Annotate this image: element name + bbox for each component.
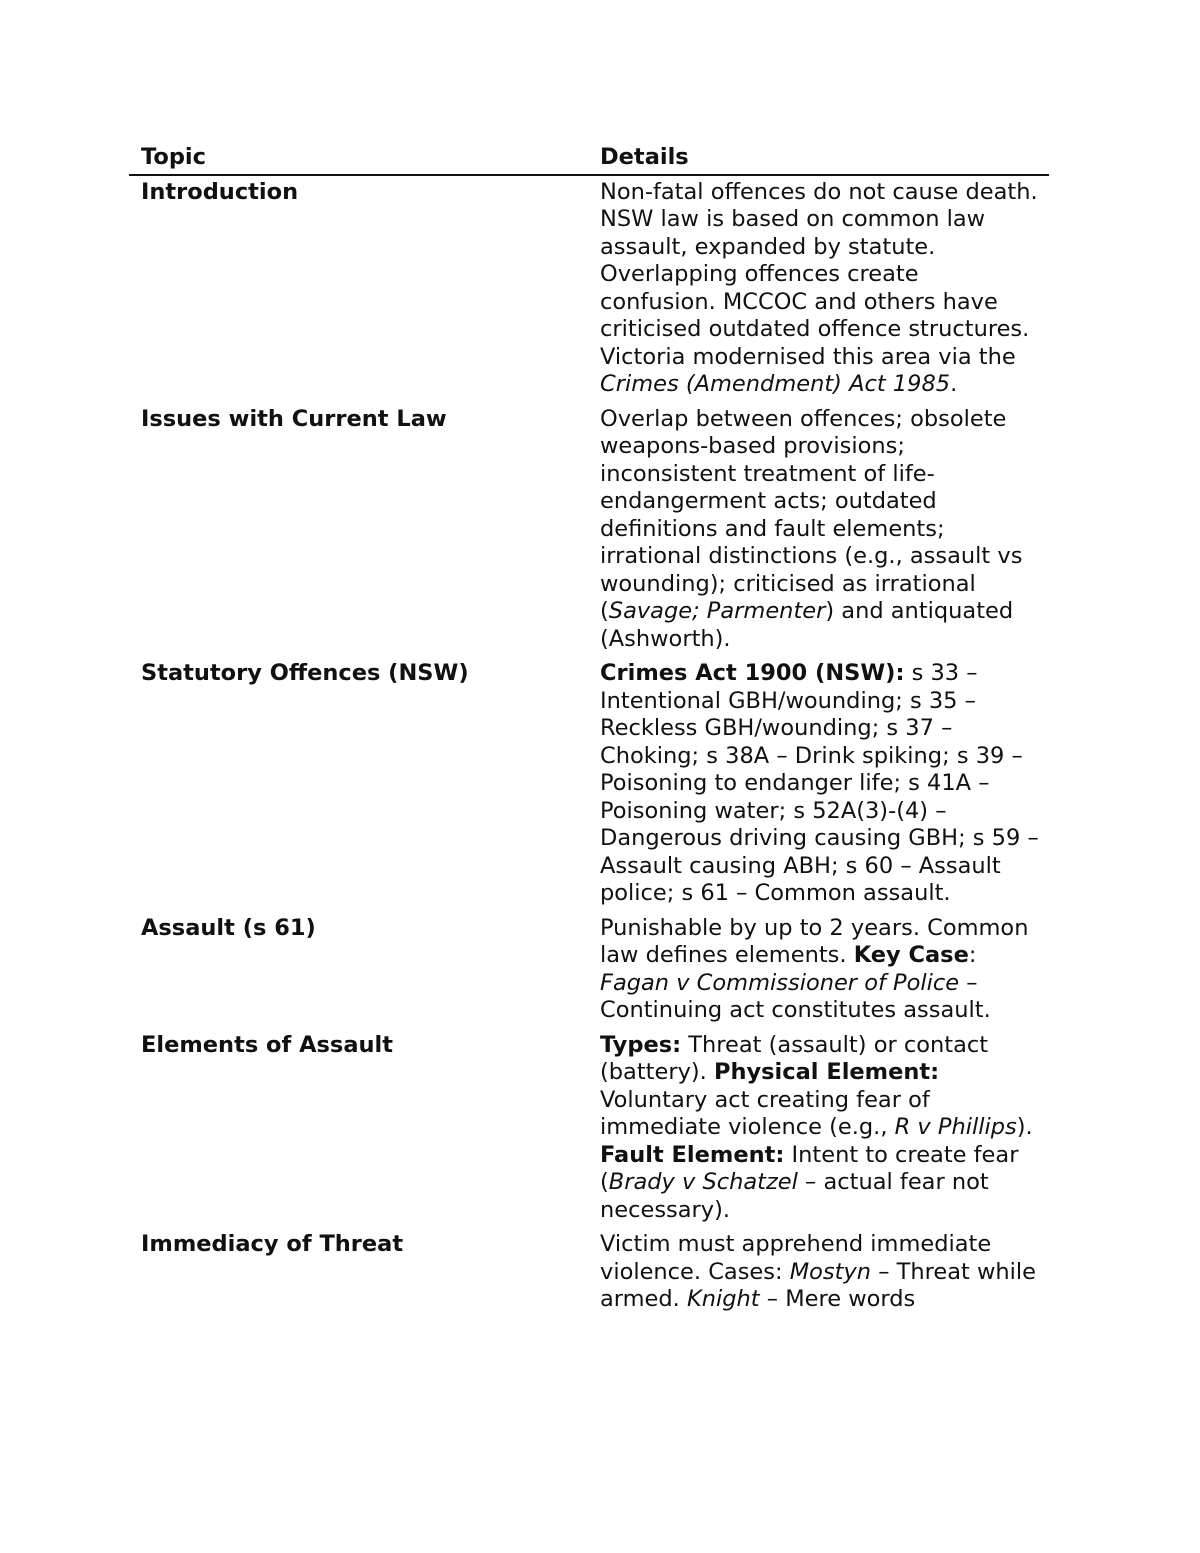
details-text: Voluntary act creating fear of immediate violence (e.g.,	[600, 1086, 930, 1140]
details-text: Non-fatal offences do not cause death. NSW law is based on common law assault, expanded by statute. Overlapping offences create confusion. MCCOC and others have criticised outdated offence structures. Victoria modernised this area via the	[600, 178, 1038, 370]
types-label: Types:	[600, 1031, 682, 1058]
case-name: Knight	[687, 1286, 760, 1312]
case-name: Mostyn	[789, 1258, 872, 1285]
table-row	[129, 403, 1049, 658]
details-text: – Mere words	[759, 1286, 916, 1312]
details-text: .	[950, 371, 958, 397]
table-row	[129, 912, 1049, 1029]
details-column-header: Details	[588, 140, 1049, 175]
details-text: – Threat while armed.	[600, 1258, 1036, 1312]
details-cell	[588, 657, 1049, 912]
table-row	[129, 657, 1049, 912]
details-text: – Continuing act constitutes assault.	[600, 969, 991, 1023]
topic-cell: Assault (s 61)	[141, 914, 316, 941]
details-cell	[588, 175, 1049, 403]
physical-element-label: Physical Element:	[713, 1059, 940, 1085]
topic-cell: Issues with Current Law	[141, 405, 447, 432]
details-text: Intent to create fear (	[600, 1141, 1019, 1195]
table-body	[129, 175, 1049, 1318]
statute-title: Crimes (Amendment) Act 1985	[600, 371, 951, 397]
details-cell	[588, 912, 1049, 1029]
topic-cell: Introduction	[141, 178, 299, 205]
details-text: Overlap between offences; obsolete weapons-based provisions; inconsistent treatment of life-endangerment acts; outdated definitions and fault elements; irrational distinctions (e.g., assault vs wounding); criticised as irrational (	[600, 405, 1023, 624]
details-text: Victim must apprehend immediate violence. Cases:	[600, 1231, 992, 1285]
topic-cell: Statutory Offences (NSW)	[141, 660, 469, 686]
table-row	[129, 1029, 1049, 1229]
details-text: s 33 – Intentional GBH/wounding; s 35 – Reckless GBH/wounding; s 37 – Choking; s 38A – Drink spiking; s 39 – Poisoning to endanger life; s 41A – Poisoning water; s 52A(3)-(4) – Dangerous driving causing GBH; s 59 – Assault causing ABH; s 60 – Assault police; s 61 – Common assault.	[600, 660, 1039, 906]
details-text: Punishable by up to 2 years. Common law defines elements.	[600, 914, 1029, 968]
details-text: – actual fear not necessary).	[600, 1169, 989, 1223]
case-name: Fagan v Commissioner of Police	[600, 969, 960, 996]
case-name: Brady v Schatzel	[608, 1169, 798, 1195]
topic-cell: Elements of Assault	[141, 1031, 393, 1058]
fault-element-label: Fault Element:	[600, 1141, 785, 1168]
table-row	[129, 1228, 1049, 1318]
case-name: R v Phillips	[894, 1114, 1017, 1140]
case-name: Savage; Parmenter	[608, 598, 826, 624]
details-text: :	[968, 942, 977, 968]
notes-table	[129, 140, 1049, 1318]
topic-column-header: Topic	[129, 140, 588, 175]
details-cell	[588, 1029, 1049, 1229]
details-cell	[588, 403, 1049, 658]
details-text: Threat (assault) or contact (battery).	[600, 1031, 989, 1085]
statute-heading: Crimes Act 1900 (NSW):	[600, 660, 905, 686]
details-text: ) and antiquated (Ashworth).	[600, 598, 1014, 652]
details-text: ).	[1016, 1114, 1033, 1140]
topic-cell: Immediacy of Threat	[141, 1231, 404, 1257]
key-case-label: Key Case	[853, 942, 969, 968]
table-row	[129, 175, 1049, 403]
table-header-row	[129, 140, 1049, 175]
details-cell	[588, 1228, 1049, 1318]
